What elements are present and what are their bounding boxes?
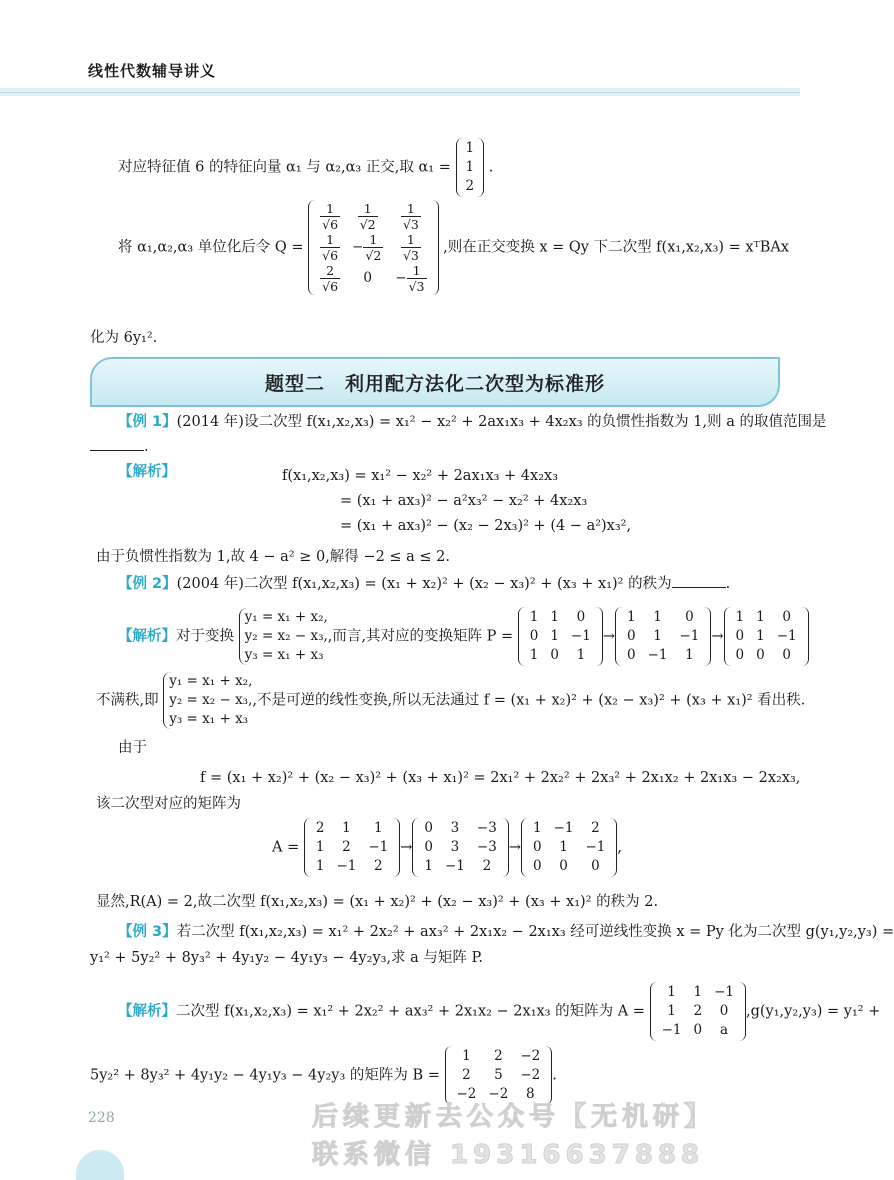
matrix-a-step2: 0 3 −3 0 3 −3 1 −1 2 — [412, 818, 508, 877]
vector-entry: 1 — [465, 159, 475, 175]
matrix-a-step3: 1 −1 2 0 1 −1 0 0 0 — [521, 818, 617, 877]
example-2: 【例 2】(2004 年)二次型 f(x₁,x₂,x₃) = (x₁ + x₂)² + (x₂ − x₃)² + (x₃ + x₁)² 的秩为 . — [118, 573, 730, 594]
matrix-a: 1 1 −1 1 2 0 −1 0 a — [650, 982, 746, 1041]
solution-matrix-a: 【解析】二次型 f(x₁,x₂,x₃) = x₁² + 2x₂² + ax₃² + 2x₁x₂ − 2x₁x₃ 的矩阵为 A = 1 1 −1 1 2 0 −1 0 a ,g(y₁,y₂,y₃) = y₁² + — [118, 982, 880, 1041]
arrow: → — [400, 839, 413, 856]
section-banner: 题型二 利用配方法化二次型为标准形 — [90, 357, 780, 407]
example-3 — [118, 922, 894, 942]
paragraph-orthogonal — [118, 200, 789, 295]
example-text: (2004 年)二次型 f(x₁,x₂,x₃) = (x₁ + x₂)² + (x₂ − x₃)² + (x₃ + x₁)² 的秩为 — [176, 576, 672, 592]
paragraph-eigenvector: 对应特征值 6 的特征向量 α₁ 与 α₂,α₃ 正交,取 α₁ = 1 1 2 . — [118, 138, 493, 197]
header-rule-line — [0, 92, 800, 93]
watermark-line-2: 联系微信 19316637888 — [312, 1140, 705, 1170]
arrow: → — [602, 628, 615, 645]
linear-system: y₁ = x₁ + x₂, y₂ = x₂ − x₃, y₃ = x₁ + x₃ — [239, 608, 328, 665]
linear-system: y₁ = x₁ + x₂, y₂ = x₂ − x₃, y₃ = x₁ + x₃ — [163, 672, 252, 729]
derivation-line: = (x₁ + ax₃)² − (x₂ − 2x₃)² + (4 − a²)x₃², — [340, 518, 632, 534]
arrow: → — [711, 628, 724, 645]
answer-blank: . — [90, 436, 149, 457]
since-text: 由于 — [118, 740, 147, 756]
example-tag: 【例 2】 — [118, 576, 177, 592]
example-text: 若二次型 f(x₁,x₂,x₃) = x₁² + 2x₂² + ax₃² + 2x₁x₂ − 2x₁x₃ 经可逆线性变换 x = Py 化为二次型 g(y₁,y₂,y₃) = — [176, 924, 894, 940]
running-header: 线性代数辅导讲义 — [88, 62, 217, 80]
example-1 — [118, 412, 827, 432]
vector-entry: 1 — [465, 140, 475, 156]
paragraph-text: 将 α₁,α₂,α₃ 单位化后令 Q = — [118, 239, 304, 256]
matrix-q — [308, 200, 438, 295]
watermark-line-1: 后续更新去公众号【无机研】 — [312, 1102, 716, 1132]
matrix-entry: $\frac{1}{√2}$ — [359, 201, 376, 232]
expansion-equation: f = (x₁ + x₂)² + (x₂ − x₃)² + (x₃ + x₁)² = 2x₁² + 2x₂² + 2x₃² + 2x₁x₂ + 2x₁x₃ − 2x₂x₃, — [200, 770, 801, 786]
matrix-entry: $\frac{1}{√3}$ — [402, 201, 419, 232]
matrix-entry: $\frac{1}{√3}$ — [402, 232, 419, 263]
matrix-entry: − $\frac{1}{√3}$ — [395, 263, 425, 294]
example-tag: 【例 1】 — [118, 414, 177, 430]
matrix-entry: $\frac{1}{√6}$ — [322, 232, 339, 263]
matrix-p-step2: 1 1 0 0 1 −1 0 −1 1 — [615, 607, 711, 666]
page-number: 228 — [88, 1110, 115, 1126]
page-corner-decoration — [76, 1150, 124, 1180]
derivation-line: f(x₁,x₂,x₃) = x₁² − x₂² + 2ax₁x₃ + 4x₂x₃ — [282, 468, 559, 484]
matrix-b: 1 2 −2 2 5 −2 −2 −2 8 — [445, 1046, 553, 1105]
matrix-entry: $\frac{1}{√6}$ — [322, 201, 339, 232]
paragraph-text: ,则在正交变换 x = Qy 下二次型 f(x₁,x₂,x₃) = xᵀBAx — [443, 239, 789, 256]
derivation-line: = (x₁ + ax₃)² − a²x₃² − x₂² + 4x₂x₃ — [340, 493, 588, 509]
matrix-entry: 0 — [363, 270, 372, 286]
solution-matrix-b: 5y₂² + 8y₃² + 4y₁y₂ − 4y₁y₃ − 4y₂y₃ 的矩阵为 B = 1 2 −2 2 5 −2 −2 −2 8 . — [90, 1046, 557, 1105]
conclusion: 由于负惯性指数为 1,故 4 − a² ≥ 0,解得 −2 ≤ a ≤ 2. — [96, 549, 451, 565]
vector-alpha1 — [456, 138, 485, 197]
solution-transform: 【解析】对于变换 y₁ = x₁ + x₂, y₂ = x₂ − x₃, y₃ = x₁ + x₃ ,而言,其对应的变换矩阵 P = 1 1 0 0 1 −1 1 0 1 → 1 1 0 0 1 −1 0 −1 1 → 1 1 0 0 1 −1 0 0 0 — [118, 607, 809, 666]
matrix-p-step3: 1 1 0 0 1 −1 0 0 0 — [724, 607, 809, 666]
matrix-entry: $\frac{2}{√6}$ — [322, 263, 339, 294]
vector-entry: 2 — [465, 178, 475, 194]
matrix-entry: − $\frac{1}{√2}$ — [352, 232, 382, 263]
example-text: (2014 年)设二次型 f(x₁,x₂,x₃) = x₁² − x₂² + 2ax₁x₃ + 4x₂x₃ 的负惯性指数为 1,则 a 的取值范围是 — [176, 414, 827, 430]
example-text-cont: y₁² + 5y₂² + 8y₃² + 4y₁y₂ − 4y₁y₃ − 4y₂y₃,求 a 与矩阵 P. — [90, 950, 483, 966]
conclusion: 显然,R(A) = 2,故二次型 f(x₁,x₂,x₃) = (x₁ + x₂)² + (x₂ − x₃)² + (x₃ + x₁)² 的秩为 2. — [96, 894, 659, 910]
matrix-a: 2 1 1 1 2 −1 1 −1 2 — [304, 818, 400, 877]
nonfull-rank: 不满秩,即 y₁ = x₁ + x₂, y₂ = x₂ − x₃, y₃ = x₁ + x₃ ,不是可逆的线性变换,所以无法通过 f = (x₁ + x₂)² + (x₂ − x₃)² + (x₃ + x₁)² 看出秩. — [96, 673, 806, 727]
solution-tag: 【解析】 — [118, 464, 176, 480]
matrix-intro: 该二次型对应的矩阵为 — [96, 796, 241, 812]
solution-tag: 【解析】 — [118, 628, 176, 645]
matrix-a-reduction: A = 2 1 1 1 2 −1 1 −1 2 → 0 3 −3 0 3 −3 1 −1 2 → 1 −1 2 0 1 −1 0 0 0 , — [272, 818, 622, 877]
solution-tag: 【解析】 — [118, 1003, 176, 1020]
paragraph-text: 对应特征值 6 的特征向量 α₁ 与 α₂,α₃ 正交,取 α₁ = — [118, 159, 451, 176]
arrow: → — [508, 839, 521, 856]
paragraph-result: 化为 6y₁². — [90, 330, 158, 346]
example-tag: 【例 3】 — [118, 924, 177, 940]
matrix-p: 1 1 0 0 1 −1 1 0 1 — [518, 607, 603, 666]
